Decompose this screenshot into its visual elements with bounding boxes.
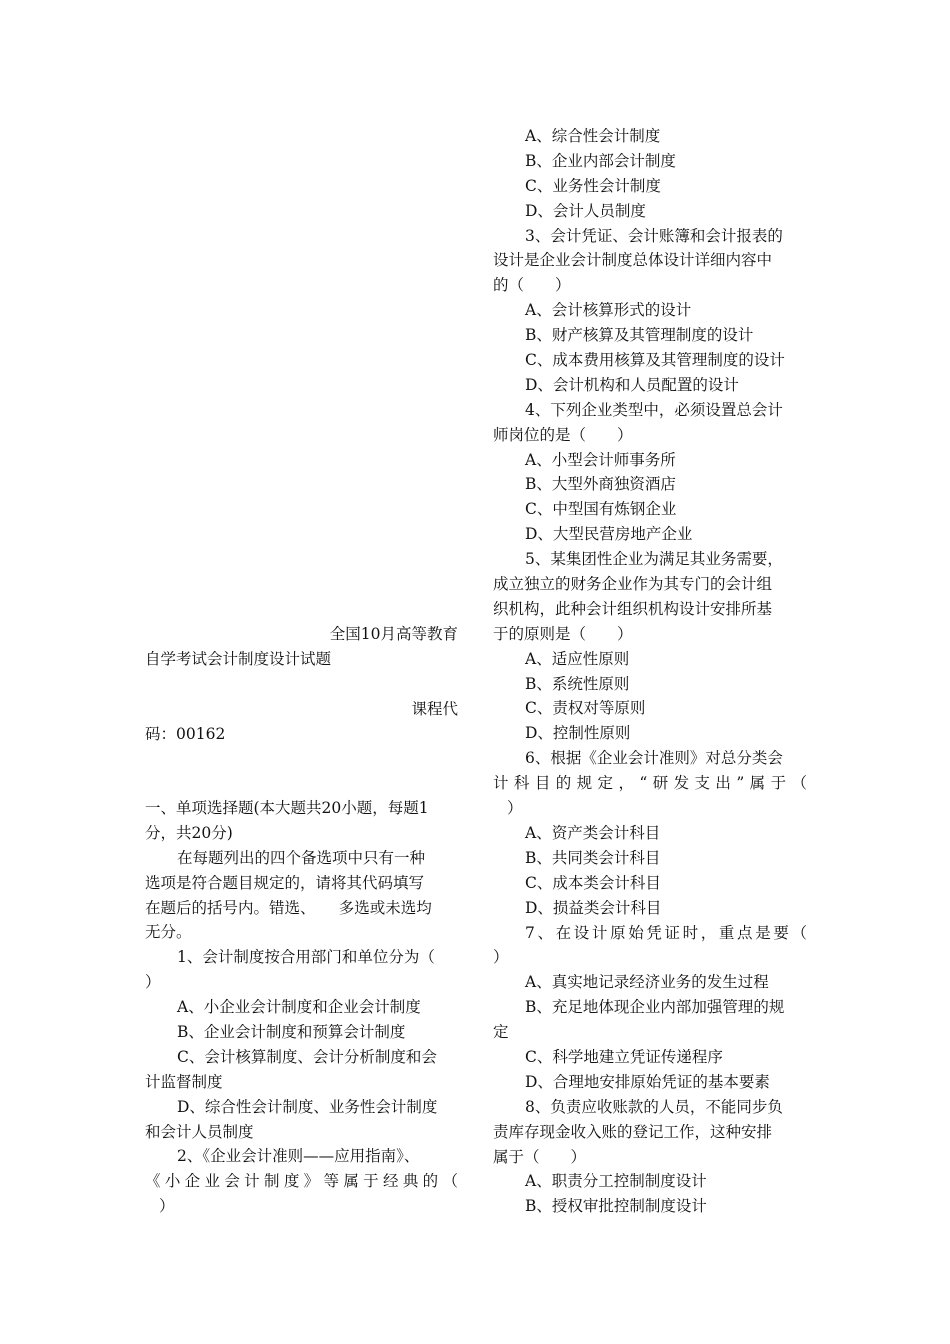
question-1-stem: 1、会计制度按合用部门和单位分为（	[177, 948, 435, 967]
right-column	[493, 124, 807, 1219]
question-2-option-c: C、业务性会计制度	[525, 176, 661, 195]
question-7-stem: ）	[493, 948, 509, 967]
question-7-option-a: A、真实地记录经济业务的发生过程	[525, 973, 769, 992]
question-2-option-d: D、会计人员制度	[525, 201, 646, 220]
question-2-stem: 2、《企业会计准则——应用指南》、	[177, 1147, 420, 1166]
question-4-stem: 师岗位的是（ ）	[493, 425, 633, 444]
question-3-option-d: D、会计机构和人员配置的设计	[525, 375, 739, 394]
question-3-stem: 的（ ）	[493, 276, 571, 295]
question-3-option-c: C、成本费用核算及其管理制度的设计	[525, 351, 785, 370]
instruction-line: 选项是符合题目规定的，请将其代码填写	[145, 873, 425, 892]
question-1-option-c: 计监督制度	[145, 1072, 223, 1091]
question-1-option-b: B、企业会计制度和预算会计制度	[177, 1023, 406, 1042]
question-5-option-d: D、控制性原则	[525, 724, 631, 743]
question-7-option-b: 定	[493, 1023, 509, 1042]
question-6-stem: ）	[507, 799, 523, 818]
question-6-stem: 计科目的规定，“研发支出”属于（	[493, 774, 807, 793]
question-8-option-b: B、授权审批控制制度设计	[525, 1197, 707, 1216]
question-2-stem: ）	[159, 1197, 175, 1216]
exam-title-line-1: 全国10月高等教育	[329, 625, 458, 643]
question-1-stem: ）	[145, 973, 161, 992]
question-4-option-c: C、中型国有炼钢企业	[525, 500, 677, 519]
question-2-option-a: A、综合性会计制度	[525, 127, 661, 145]
question-5-option-b: B、系统性原则	[525, 674, 630, 693]
question-6-option-d: D、损益类会计科目	[525, 898, 662, 917]
question-6-option-c: C、成本类会计科目	[525, 873, 661, 892]
question-8-option-a: A、职责分工控制制度设计	[525, 1172, 707, 1191]
course-code-block	[145, 697, 458, 747]
instruction-line: 在题后的括号内。错选、 多选或未选均	[145, 898, 432, 917]
question-6-stem: 6、根据《企业会计准则》对总分类会	[525, 749, 783, 768]
question-5-option-c: C、责权对等原则	[525, 699, 646, 718]
question-4-option-b: B、大型外商独资酒店	[525, 475, 676, 494]
question-8-stem: 8、负责应收账款的人员，不能同步负	[525, 1097, 783, 1116]
question-8-stem: 责库存现金收入账的登记工作，这种安排	[493, 1122, 773, 1141]
question-3-option-a: A、会计核算形式的设计	[525, 301, 692, 320]
question-7-option-b: B、充足地体现企业内部加强管理的规	[525, 998, 785, 1017]
question-3-stem: 设计是企业会计制度总体设计详细内容中	[493, 251, 773, 270]
question-5-stem: 成立独立的财务企业作为其专门的会计组	[493, 575, 773, 594]
question-2-stem: 《小企业会计制度》等属于经典的（	[145, 1172, 458, 1191]
question-6-option-b: B、共同类会计科目	[525, 848, 661, 867]
question-4-option-d: D、大型民营房地产企业	[525, 525, 693, 544]
question-1-option-c: C、会计核算制度、会计分析制度和会	[177, 1047, 437, 1066]
question-1-option-d: 和会计人员制度	[145, 1122, 254, 1141]
section-heading-line-1: 一、单项选择题(本大题共20小题，每题1	[145, 799, 429, 817]
question-3-option-b: B、财产核算及其管理制度的设计	[525, 326, 754, 345]
course-code-line-2: 码：00162	[145, 724, 226, 743]
exam-title-line-2: 自学考试会计制度设计试题	[145, 649, 332, 668]
instruction-line: 在每题列出的四个备选项中只有一种	[177, 848, 426, 867]
question-1-option-d: D、综合性会计制度、业务性会计制度	[177, 1097, 438, 1116]
question-7-option-c: C、科学地建立凭证传递程序	[525, 1047, 723, 1066]
question-2-option-b: B、企业内部会计制度	[525, 151, 676, 170]
question-4-option-a: A、小型会计师事务所	[525, 450, 676, 469]
section-block	[145, 796, 458, 1219]
question-8-stem: 属于（ ）	[493, 1147, 587, 1166]
course-code-line-1: 课程代	[411, 700, 458, 718]
question-7-stem: 7、在设计原始凭证时，重点是要（	[525, 923, 807, 942]
question-5-stem: 于的原则是（ ）	[493, 624, 633, 643]
question-1-option-a: A、小企业会计制度和企业会计制度	[177, 998, 421, 1017]
question-7-option-d: D、合理地安排原始凭证的基本要素	[525, 1072, 770, 1091]
question-5-stem: 5、某集团性企业为满足其业务需要，	[525, 550, 783, 569]
left-column	[145, 622, 458, 672]
question-3-stem: 3、会计凭证、会计账簿和会计报表的	[525, 226, 783, 245]
question-5-stem: 织机构，此种会计组织机构设计安排所基	[493, 599, 773, 618]
question-5-option-a: A、适应性原则	[525, 649, 630, 668]
question-4-stem: 4、下列企业类型中，必须设置总会计	[525, 400, 783, 419]
instruction-line: 无分。	[145, 923, 192, 942]
question-6-option-a: A、资产类会计科目	[525, 823, 661, 842]
section-heading-line-2: 分，共20分)	[145, 823, 233, 842]
